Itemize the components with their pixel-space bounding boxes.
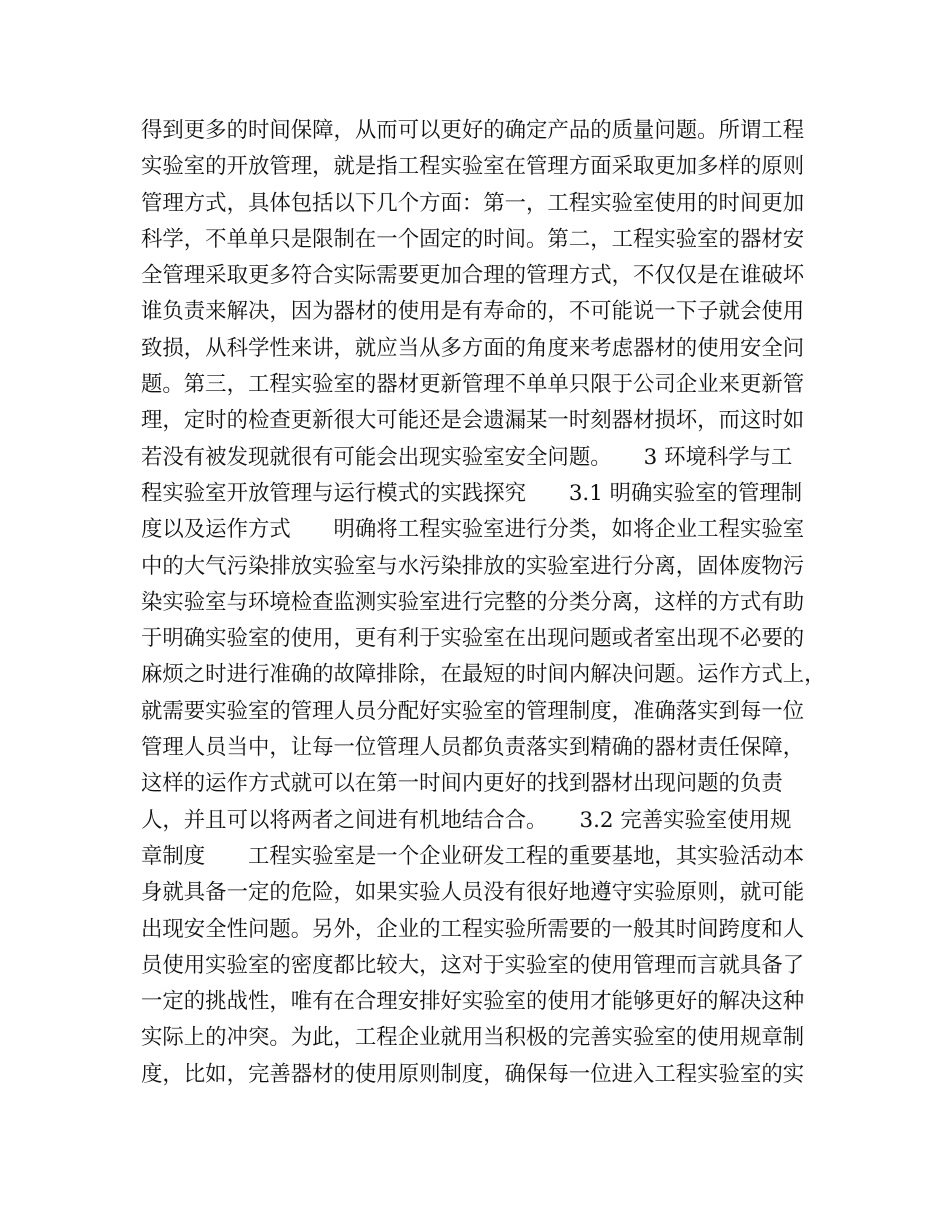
text-line-12: 度以及运作方式 明确将工程实验室进行分类，如将企业工程实验室 (141, 517, 805, 543)
text-line-18: 管理人员当中，让每一位管理人员都负责落实到精确的器材责任保障， (141, 735, 805, 761)
text-line-5: 全管理采取更多符合实际需要更加合理的管理方式，不仅仅是在谁破坏 (141, 263, 805, 289)
text-line-8: 题。第三，工程实验室的器材更新管理不单单只限于公司企业来更新管 (141, 372, 805, 398)
text-line-26: 实际上的冲突。为此，工程企业就用当积极的完善实验室的使用规章制 (141, 1025, 805, 1051)
text-line-16: 麻烦之时进行准确的故障排除，在最短的时间内解决问题。运作方式上， (141, 662, 826, 688)
text-line-7: 致损，从科学性来讲，就应当从多方面的角度来考虑器材的使用安全问 (141, 335, 805, 361)
text-line-10: 若没有被发现就很有可能会出现实验室安全问题。 3 环境科学与工 (141, 444, 793, 470)
text-line-1: 得到更多的时间保障，从而可以更好的确定产品的质量问题。所谓工程 (141, 118, 805, 143)
text-line-21: 章制度 工程实验室是一个企业研发工程的重要基地，其实验活动本 (141, 843, 805, 869)
text-line-23: 出现安全性问题。另外，企业的工程实验所需要的一般其时间跨度和人 (141, 916, 805, 942)
text-line-13: 中的大气污染排放实验室与水污染排放的实验室进行分离，固体废物污 (141, 553, 805, 579)
text-line-4: 科学，不单单只是限制在一个固定的时间。第二，工程实验室的器材安 (141, 226, 805, 252)
text-line-2: 实验室的开放管理，就是指工程实验室在管理方面采取更加多样的原则 (141, 154, 805, 180)
text-line-6: 谁负责来解决，因为器材的使用是有寿命的，不可能说一下子就会使用 (141, 299, 805, 325)
text-line-14: 染实验室与环境检查监测实验室进行完整的分类分离，这样的方式有助 (141, 589, 805, 615)
text-line-17: 就需要实验室的管理人员分配好实验室的管理制度，准确落实到每一位 (141, 698, 805, 724)
text-line-25: 一定的挑战性，唯有在合理安排好实验室的使用才能够更好的解决这种 (141, 989, 805, 1015)
text-line-15: 于明确实验室的使用，更有利于实验室在出现问题或者室出现不必要的 (141, 626, 805, 652)
text-line-9: 理，定时的检查更新很大可能还是会遗漏某一时刻器材损坏，而这时如 (141, 408, 805, 434)
body-text (141, 113, 841, 1093)
text-line-19: 这样的运作方式就可以在第一时间内更好的找到器材出现问题的负责 (141, 771, 783, 797)
text-line-3: 管理方式，具体包括以下几个方面：第一，工程实验室使用的时间更加 (141, 190, 805, 216)
text-line-27: 度，比如，完善器材的使用原则制度，确保每一位进入工程实验室的实 (141, 1061, 805, 1087)
text-line-22: 身就具备一定的危险，如果实验人员没有很好地遵守实验原则，就可能 (141, 880, 805, 906)
text-line-24: 员使用实验室的密度都比较大，这对于实验室的使用管理而言就具备了 (141, 952, 805, 978)
text-line-20: 人，并且可以将两者之间进有机地结合合。 3.2 完善实验室使用规 (141, 807, 792, 833)
text-line-11: 程实验室开放管理与运行模式的实践探究 3.1 明确实验室的管理制 (141, 480, 803, 506)
